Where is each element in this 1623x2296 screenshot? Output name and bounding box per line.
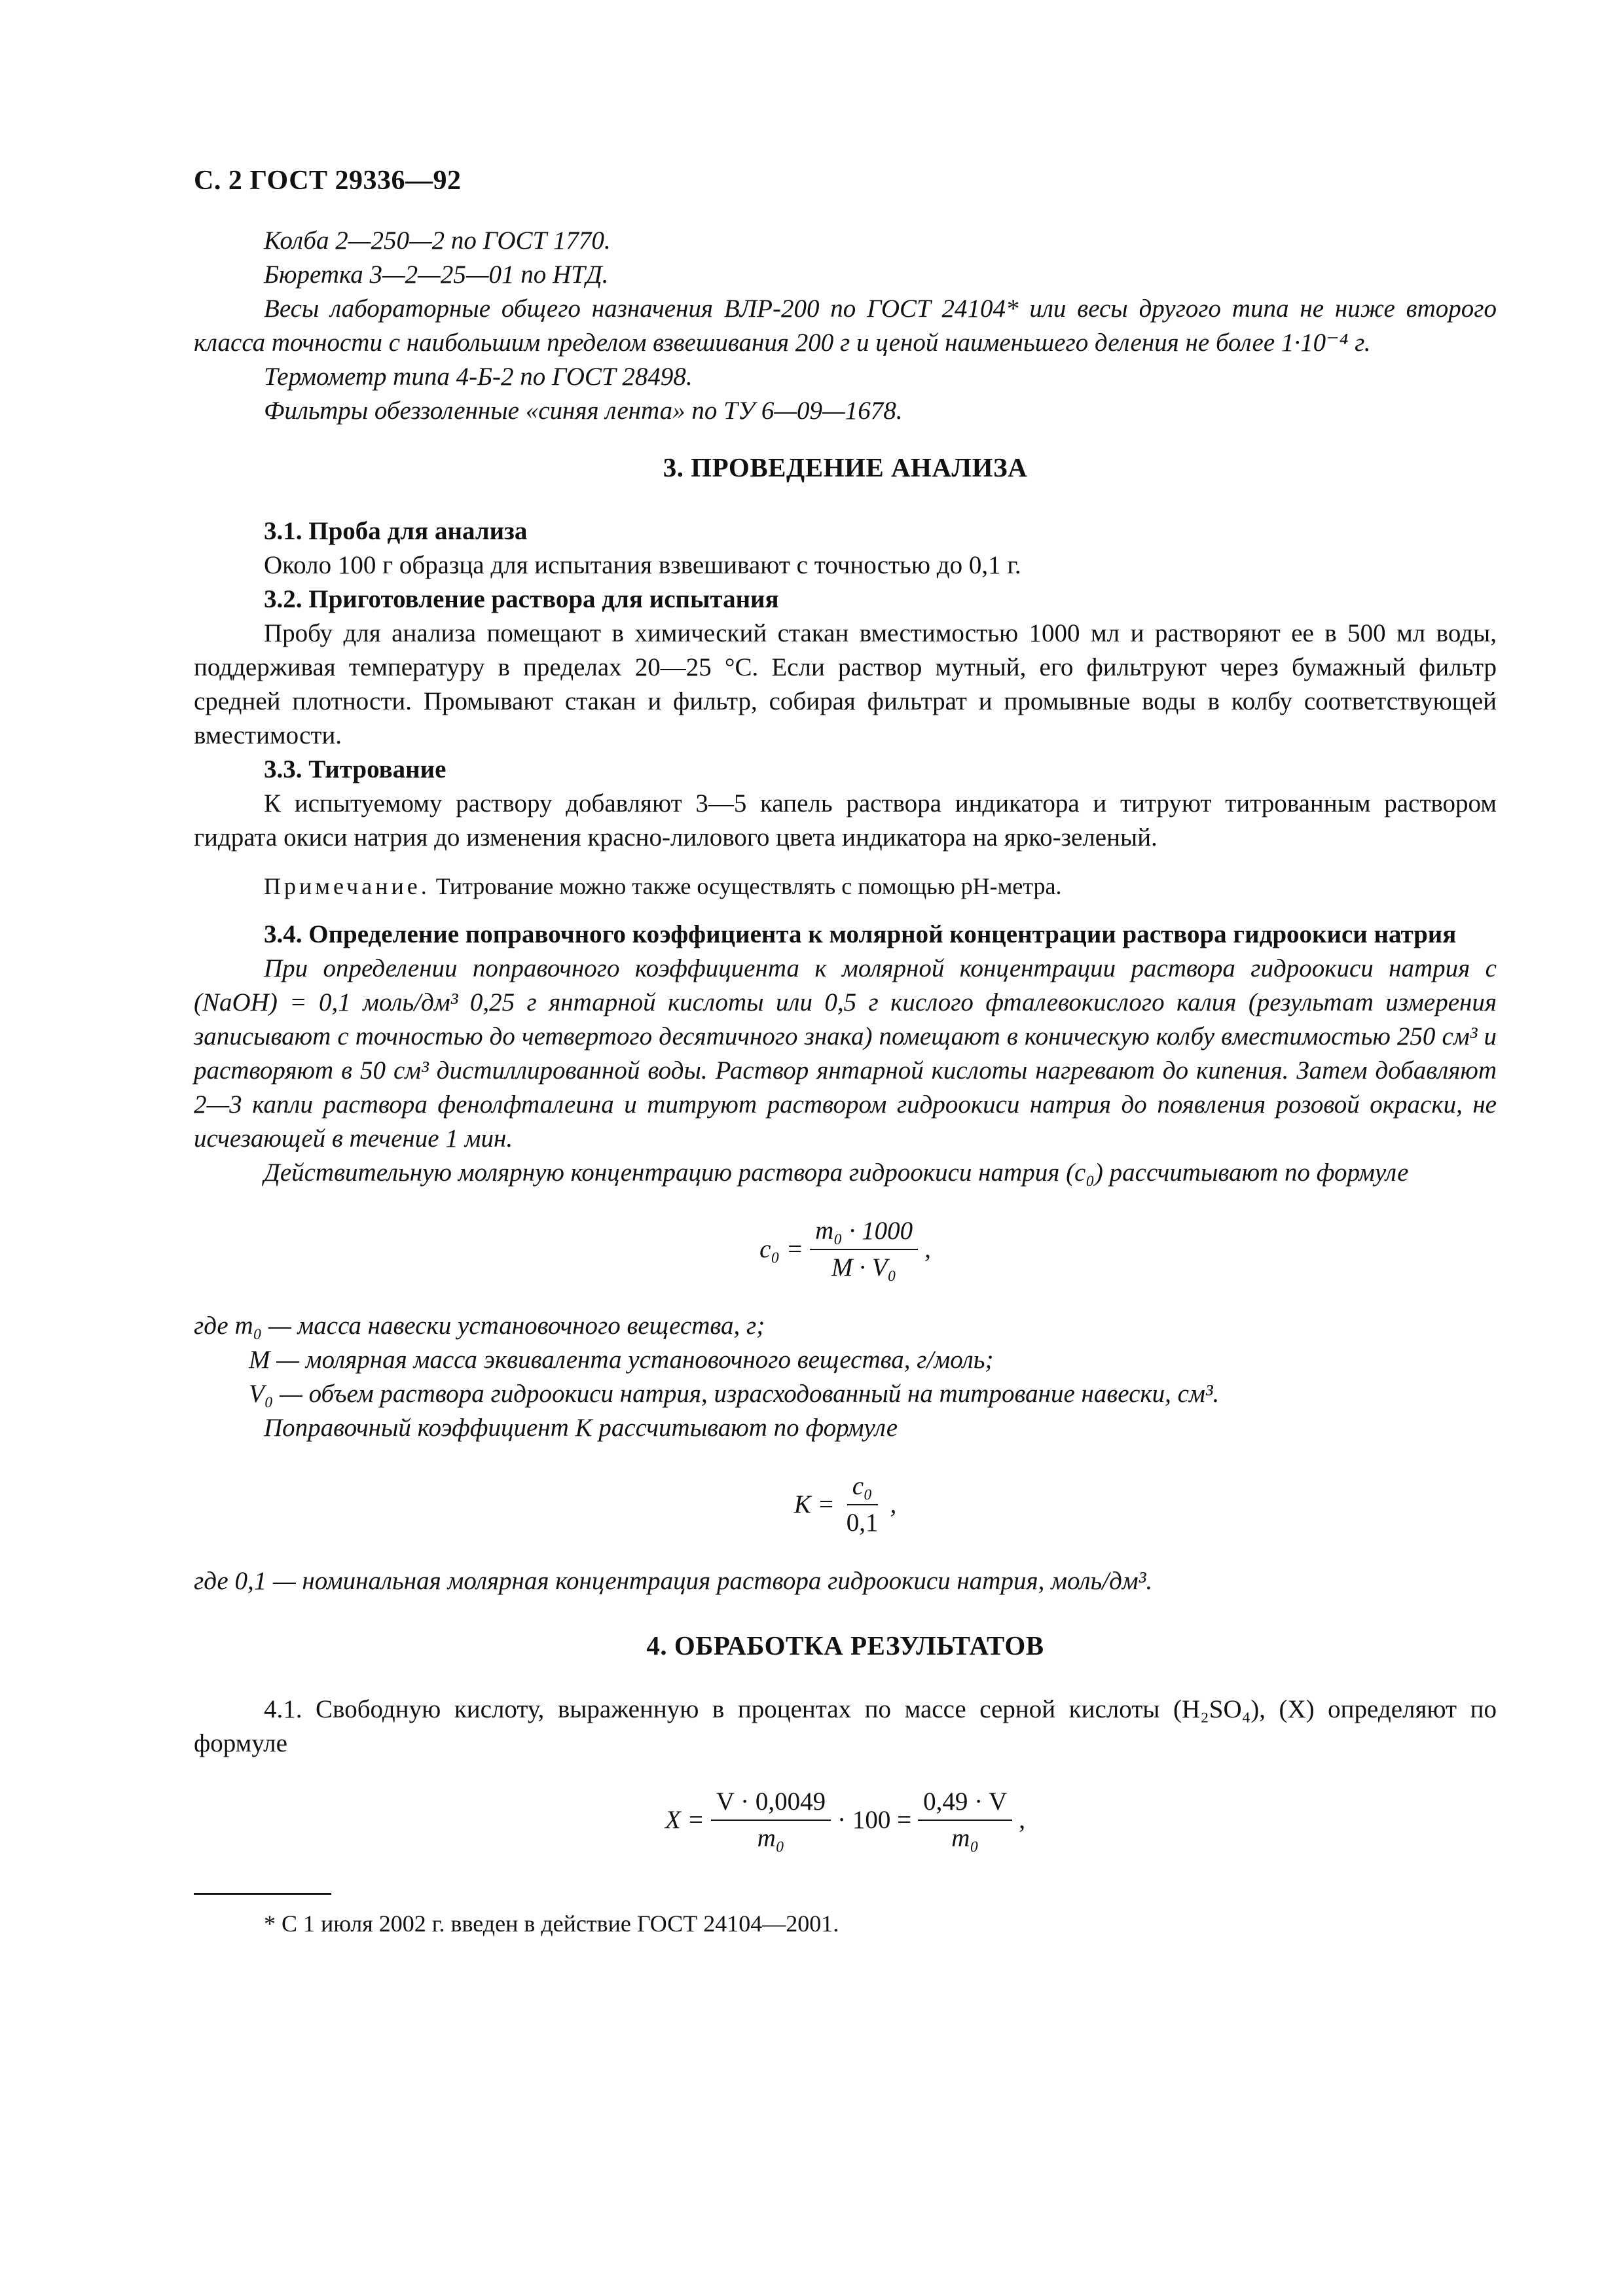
subsection-3-4-text-2: Действительную молярную концентрацию раствора гидроокиси натрия (c₀) рассчитывают по формуле [264, 1158, 1409, 1187]
footnote: * С 1 июля 2002 г. введен в действие ГОСТ 24104—2001. [264, 1910, 839, 1937]
section-3-title: 3. ПРОВЕДЕНИЕ АНАЛИЗА [663, 452, 1028, 482]
where-symbol: где m₀ [194, 1312, 263, 1340]
where-list-1 [194, 1309, 1497, 1411]
note-label: Примечание. [264, 873, 430, 899]
formula-lhs: K = [793, 1490, 835, 1518]
formula-lhs: c₀ = [759, 1235, 804, 1263]
where-description: — объем раствора гидроокиси натрия, израсходованный на титрование навески, см³. [280, 1380, 1220, 1408]
section-4-title: 4. ОБРАБОТКА РЕЗУЛЬТАТОВ [646, 1630, 1044, 1660]
where-symbol: M [249, 1346, 270, 1374]
where-item [194, 1377, 1497, 1411]
where-symbol: V₀ [249, 1380, 274, 1408]
note-text: Титрование можно также осуществлять с помощью рН-метра. [435, 873, 1062, 899]
formula-fraction [918, 1787, 1012, 1854]
formula-denominator: m₀ [951, 1824, 979, 1852]
where-description: — масса навески установочного вещества, г; [268, 1312, 765, 1340]
formula-denominator: 0,1 [846, 1509, 879, 1537]
equipment-item: Фильтры обеззоленные «синяя лента» по ТУ 6—09—1678. [264, 397, 903, 425]
where-item [194, 1309, 1497, 1343]
subsection-3-1-title: 3.1. Проба для анализа [264, 517, 528, 545]
formula-c0 [194, 1216, 1497, 1283]
equipment-item: Термометр типа 4-Б-2 по ГОСТ 28498. [264, 363, 693, 391]
subsection-3-1-text: Около 100 г образца для испытания взвешивают с точностью до 0,1 г. [264, 551, 1021, 579]
subsection-3-2-text: Пробу для анализа помещают в химический стакан вместимостью 1000 мл и растворяют ее в 500 мл воды, поддерживая температуру в пределах 20—25 °С. Если раствор мутный, его фильтруют через бумажный фильтр средней плотности. Промывают стакан и фильтр, собирая фильтрат и промывные воды в колбу соответствующей вместимости. [194, 619, 1497, 749]
formula-denominator: M · V₀ [831, 1253, 897, 1282]
subsection-3-3-title: 3.3. Титрование [264, 755, 447, 783]
formula-k [194, 1471, 1497, 1538]
subsection-3-4-title: 3.4. Определение поправочного коэффициента к молярной концентрации раствора гидроокиси натрия [264, 920, 1457, 948]
formula-fraction [711, 1787, 831, 1854]
formula-denominator: m₀ [757, 1824, 785, 1852]
subsection-3-4-text: При определении поправочного коэффициента к молярной концентрации раствора гидроокиси натрия с (NaOH) = 0,1 моль/дм³ 0,25 г янтарной кислоты или 0,5 г кислого фталевокислого калия (результат измерения записывают с точностью до четвертого десятичного знака) помещают в коническую колбу вместимостью 250 см³ и растворяют в 50 см³ дистиллированной воды. Раствор янтарной кислоты нагревают до кипения. Затем добавляют 2—3 капли раствора фенолфталеина и титруют раствором гидроокиси натрия до появления розовой окраски, не исчезающей в течение 1 мин. [194, 954, 1497, 1153]
formula-numerator: m₀ · 1000 [810, 1216, 918, 1250]
footnote-divider [194, 1893, 331, 1895]
formula-numerator: c₀ [847, 1471, 878, 1505]
equipment-item: Колба 2—250—2 по ГОСТ 1770. [264, 226, 611, 255]
formula-x [194, 1787, 1497, 1854]
where-item [194, 1343, 1497, 1377]
equipment-item: Весы лабораторные общего назначения ВЛР-200 по ГОСТ 24104* или весы другого типа не ниже второго класса точности с наибольшим пределом взвешивания 200 г и ценой наименьшего деления не более 1·10⁻⁴ г. [194, 295, 1497, 357]
page-header: С. 2 ГОСТ 29336—92 [194, 166, 462, 196]
k-formula-intro: Поправочный коэффициент K рассчитывают по формуле [264, 1414, 898, 1442]
formula-numerator: 0,49 · V [918, 1787, 1012, 1821]
document-page [194, 164, 1497, 1941]
formula-tail: , [890, 1490, 897, 1518]
formula-numerator: V · 0,0049 [711, 1787, 831, 1821]
formula-tail: , [1019, 1806, 1026, 1834]
equipment-item: Бюретка 3—2—25—01 по НТД. [264, 260, 609, 289]
formula-fraction [841, 1471, 884, 1538]
subsection-3-3-text: К испытуемому раствору добавляют 3—5 капель раствора индикатора и титруют титрованным раствором гидрата окиси натрия до изменения красно-лилового цвета индикатора на ярко-зеленый. [194, 789, 1497, 852]
where-description: — молярная масса эквивалента установочного вещества, г/моль; [276, 1346, 994, 1374]
subsection-4-1-text: 4.1. Свободную кислоту, выраженную в процентах по массе серной кислоты (H₂SO₄), (X) определяют по формуле [194, 1695, 1497, 1757]
where-list-2: где 0,1 — номинальная молярная концентрация раствора гидроокиси натрия, моль/дм³. [194, 1567, 1153, 1595]
formula-middle: · 100 = [837, 1806, 912, 1834]
note [264, 869, 1497, 903]
subsection-3-2-title: 3.2. Приготовление раствора для испытания [264, 585, 779, 613]
formula-lhs: X = [665, 1806, 704, 1834]
formula-tail: , [924, 1235, 931, 1263]
formula-fraction [810, 1216, 918, 1283]
